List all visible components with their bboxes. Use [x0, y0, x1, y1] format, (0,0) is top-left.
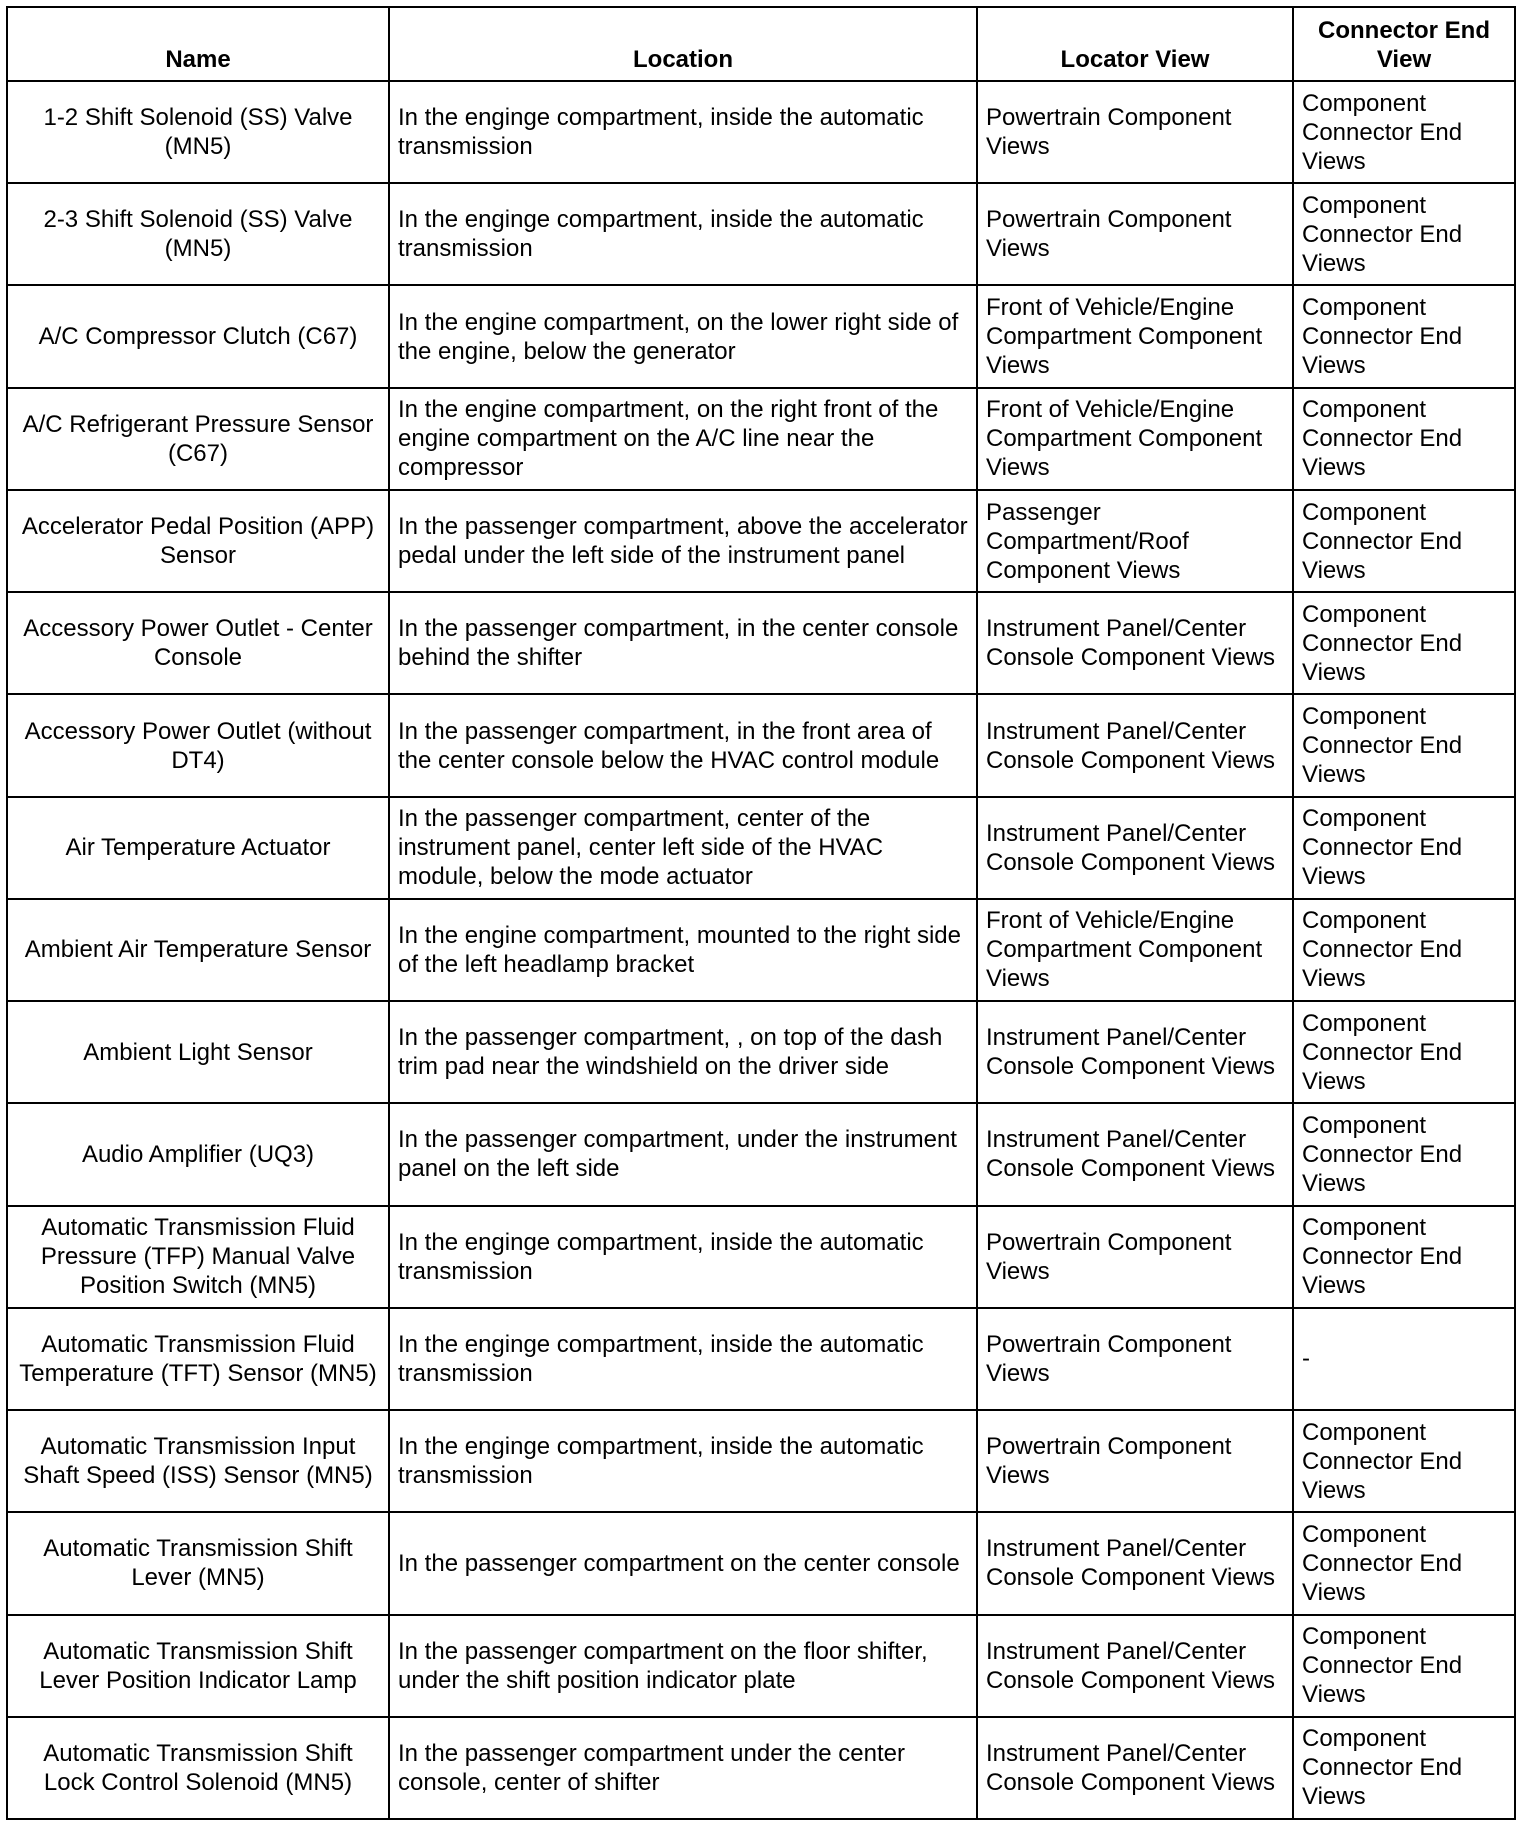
table-row — [7, 183, 1515, 285]
table-row — [7, 899, 1515, 1001]
table-row — [7, 1615, 1515, 1717]
cell-connector-end-view: Component Connector End Views — [1293, 1717, 1515, 1819]
cell-locator-view: Front of Vehicle/Engine Compartment Component Views — [977, 899, 1293, 1001]
table-row — [7, 1717, 1515, 1819]
cell-connector-end-view: Component Connector End Views — [1293, 1410, 1515, 1512]
cell-locator-view: Instrument Panel/Center Console Component Views — [977, 1615, 1293, 1717]
cell-location: In the passenger compartment, above the accelerator pedal under the left side of the instrument panel — [389, 490, 977, 592]
table-row — [7, 1103, 1515, 1205]
cell-connector-end-view: Component Connector End Views — [1293, 285, 1515, 387]
cell-connector-end-view: Component Connector End Views — [1293, 797, 1515, 899]
cell-locator-view: Instrument Panel/Center Console Component Views — [977, 1001, 1293, 1103]
table-body — [7, 81, 1515, 1819]
cell-locator-view: Powertrain Component Views — [977, 81, 1293, 183]
cell-locator-view: Powertrain Component Views — [977, 183, 1293, 285]
table-header — [7, 7, 1515, 81]
cell-name: Accessory Power Outlet - Center Console — [7, 592, 389, 694]
component-locator-table — [6, 6, 1516, 1820]
cell-locator-view: Powertrain Component Views — [977, 1308, 1293, 1410]
cell-connector-end-view: Component Connector End Views — [1293, 183, 1515, 285]
cell-name: Ambient Air Temperature Sensor — [7, 899, 389, 1001]
cell-location: In the passenger compartment on the floor shifter, under the shift position indicator plate — [389, 1615, 977, 1717]
cell-location: In the enginge compartment, inside the automatic transmission — [389, 1206, 977, 1308]
table-row — [7, 1308, 1515, 1410]
cell-connector-end-view: - — [1293, 1308, 1515, 1410]
table-row — [7, 490, 1515, 592]
cell-location: In the engine compartment, on the lower right side of the engine, below the generator — [389, 285, 977, 387]
cell-connector-end-view: Component Connector End Views — [1293, 1103, 1515, 1205]
cell-location: In the enginge compartment, inside the automatic transmission — [389, 1410, 977, 1512]
table-row — [7, 694, 1515, 796]
cell-location: In the passenger compartment on the center console — [389, 1512, 977, 1614]
table-row — [7, 797, 1515, 899]
cell-name: 1-2 Shift Solenoid (SS) Valve (MN5) — [7, 81, 389, 183]
cell-name: 2-3 Shift Solenoid (SS) Valve (MN5) — [7, 183, 389, 285]
cell-name: A/C Compressor Clutch (C67) — [7, 285, 389, 387]
cell-name: Automatic Transmission Shift Lock Control Solenoid (MN5) — [7, 1717, 389, 1819]
cell-locator-view: Instrument Panel/Center Console Component Views — [977, 694, 1293, 796]
cell-locator-view: Instrument Panel/Center Console Component Views — [977, 592, 1293, 694]
header-row — [7, 7, 1515, 81]
cell-connector-end-view: Component Connector End Views — [1293, 490, 1515, 592]
cell-name: Audio Amplifier (UQ3) — [7, 1103, 389, 1205]
cell-name: A/C Refrigerant Pressure Sensor (C67) — [7, 388, 389, 490]
cell-location: In the passenger compartment, in the center console behind the shifter — [389, 592, 977, 694]
cell-locator-view: Powertrain Component Views — [977, 1410, 1293, 1512]
cell-locator-view: Passenger Compartment/Roof Component Views — [977, 490, 1293, 592]
cell-locator-view: Front of Vehicle/Engine Compartment Component Views — [977, 285, 1293, 387]
cell-location: In the engine compartment, mounted to the right side of the left headlamp bracket — [389, 899, 977, 1001]
cell-location: In the passenger compartment, center of the instrument panel, center left side of the HVAC module, below the mode actuator — [389, 797, 977, 899]
cell-location: In the passenger compartment, in the front area of the center console below the HVAC control module — [389, 694, 977, 796]
cell-name: Automatic Transmission Fluid Pressure (TFP) Manual Valve Position Switch (MN5) — [7, 1206, 389, 1308]
cell-connector-end-view: Component Connector End Views — [1293, 592, 1515, 694]
column-header-name: Name — [7, 7, 389, 81]
cell-connector-end-view: Component Connector End Views — [1293, 899, 1515, 1001]
component-locator-document — [6, 6, 1514, 1820]
cell-name: Automatic Transmission Shift Lever (MN5) — [7, 1512, 389, 1614]
cell-location: In the passenger compartment, , on top of the dash trim pad near the windshield on the driver side — [389, 1001, 977, 1103]
cell-location: In the passenger compartment, under the instrument panel on the left side — [389, 1103, 977, 1205]
cell-connector-end-view: Component Connector End Views — [1293, 81, 1515, 183]
cell-connector-end-view: Component Connector End Views — [1293, 1001, 1515, 1103]
column-header-connector-end-view: Connector End View — [1293, 7, 1515, 81]
cell-locator-view: Front of Vehicle/Engine Compartment Component Views — [977, 388, 1293, 490]
cell-connector-end-view: Component Connector End Views — [1293, 1512, 1515, 1614]
cell-name: Accessory Power Outlet (without DT4) — [7, 694, 389, 796]
table-row — [7, 1410, 1515, 1512]
column-header-location: Location — [389, 7, 977, 81]
table-row — [7, 1512, 1515, 1614]
cell-location: In the engine compartment, on the right front of the engine compartment on the A/C line near the compressor — [389, 388, 977, 490]
cell-name: Automatic Transmission Fluid Temperature (TFT) Sensor (MN5) — [7, 1308, 389, 1410]
cell-location: In the enginge compartment, inside the automatic transmission — [389, 1308, 977, 1410]
table-row — [7, 1206, 1515, 1308]
cell-location: In the enginge compartment, inside the automatic transmission — [389, 81, 977, 183]
cell-name: Ambient Light Sensor — [7, 1001, 389, 1103]
cell-name: Air Temperature Actuator — [7, 797, 389, 899]
cell-locator-view: Instrument Panel/Center Console Component Views — [977, 1512, 1293, 1614]
cell-location: In the passenger compartment under the center console, center of shifter — [389, 1717, 977, 1819]
table-row — [7, 592, 1515, 694]
cell-connector-end-view: Component Connector End Views — [1293, 1206, 1515, 1308]
cell-name: Automatic Transmission Shift Lever Position Indicator Lamp — [7, 1615, 389, 1717]
table-row — [7, 81, 1515, 183]
table-row — [7, 388, 1515, 490]
table-row — [7, 1001, 1515, 1103]
column-header-locator-view: Locator View — [977, 7, 1293, 81]
cell-connector-end-view: Component Connector End Views — [1293, 694, 1515, 796]
cell-name: Accelerator Pedal Position (APP) Sensor — [7, 490, 389, 592]
cell-locator-view: Powertrain Component Views — [977, 1206, 1293, 1308]
cell-location: In the enginge compartment, inside the automatic transmission — [389, 183, 977, 285]
table-row — [7, 285, 1515, 387]
cell-name: Automatic Transmission Input Shaft Speed (ISS) Sensor (MN5) — [7, 1410, 389, 1512]
cell-connector-end-view: Component Connector End Views — [1293, 1615, 1515, 1717]
cell-connector-end-view: Component Connector End Views — [1293, 388, 1515, 490]
cell-locator-view: Instrument Panel/Center Console Component Views — [977, 1717, 1293, 1819]
cell-locator-view: Instrument Panel/Center Console Component Views — [977, 797, 1293, 899]
cell-locator-view: Instrument Panel/Center Console Component Views — [977, 1103, 1293, 1205]
